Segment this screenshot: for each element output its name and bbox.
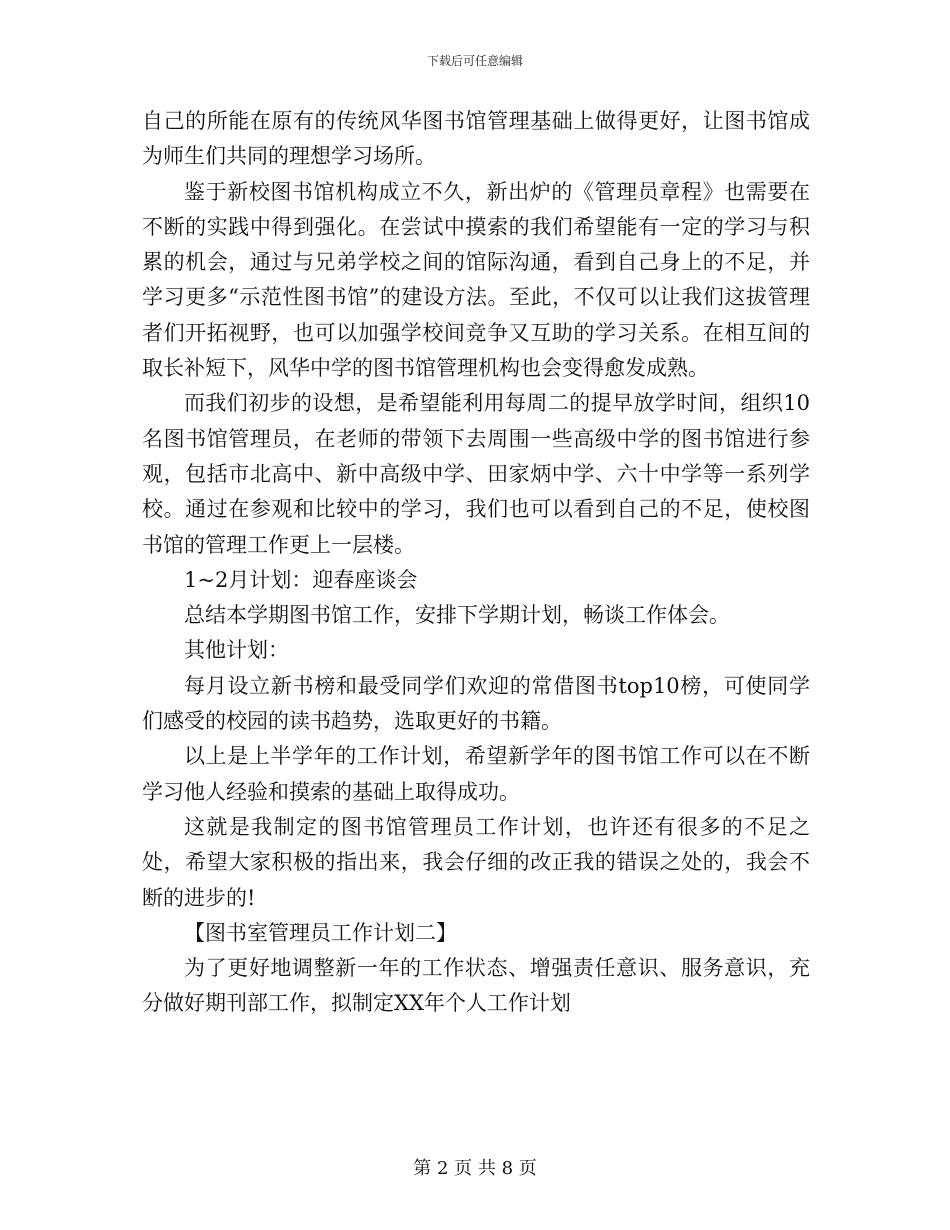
paragraph-book-ranking: 每月设立新书榜和最受同学们欢迎的常借图书top10榜，可使同学们感受的校园的读书趋势，选取更好的书籍。 — [142, 673, 810, 734]
paragraph-other-plans: 其他计划： — [184, 638, 289, 663]
paragraph-summary: 总结本学期图书馆工作，安排下学期计划，畅谈工作体会。 — [184, 603, 730, 628]
page-header: 下载后可任意编辑 — [426, 54, 523, 68]
paragraph-conclusion: 这就是我制定的图书馆管理员工作计划，也许还有很多的不足之处，希望大家积极的指出来，我会仔细的改正我的错误之处的，我会不断的进步的! — [142, 814, 810, 910]
page-number-footer: 第 2 页 共 8 页 — [413, 1158, 537, 1179]
paragraph-2: 鉴于新校图书馆机构成立不久，新出炉的《管理员章程》也需要在不断的实践中得到强化。在尝试中摸索的我们希望能有一定的学习与积累的机会，通过与兄弟学校之间的馆际沟通，看到自己身上的不足，并学习更多“示范性图书馆”的建设方法。至此，不仅可以让我们这拔管理者们开拓视野，也可以加强学校间竞争又互助的学习关系。在相互间的取长补短下，风华中学的图书馆管理机构也会变得愈发成熟。 — [142, 179, 810, 381]
section-heading: 【图书室管理员工作计划二】 — [184, 920, 457, 945]
paragraph-plan-jan-feb: 1~2月计划：迎春座谈会 — [184, 567, 418, 592]
paragraph-3: 而我们初步的设想，是希望能利用每周二的提早放学时间，组织10名图书馆管理员，在老师的带领下去周围一些高级中学的图书馆进行参观，包括市北高中、新中高级中学、田家炳中学、六十中学等一系列学校。通过在参观和比较中的学习，我们也可以看到自己的不足，使校图书馆的管理工作更上一层楼。 — [142, 391, 810, 557]
document-body — [142, 104, 810, 1022]
paragraph-section-intro: 为了更好地调整新一年的工作状态、增强责任意识、服务意识，充分做好期刊部工作，拟制定XX年个人工作计划 — [142, 956, 810, 1016]
paragraph-1: 自己的所能在原有的传统风华图书馆管理基础上做得更好，让图书馆成为师生们共同的理想学习场所。 — [142, 109, 810, 169]
paragraph-semester-plan: 以上是上半学年的工作计划，希望新学年的图书馆工作可以在不断学习他人经验和摸索的基础上取得成功。 — [142, 744, 810, 804]
